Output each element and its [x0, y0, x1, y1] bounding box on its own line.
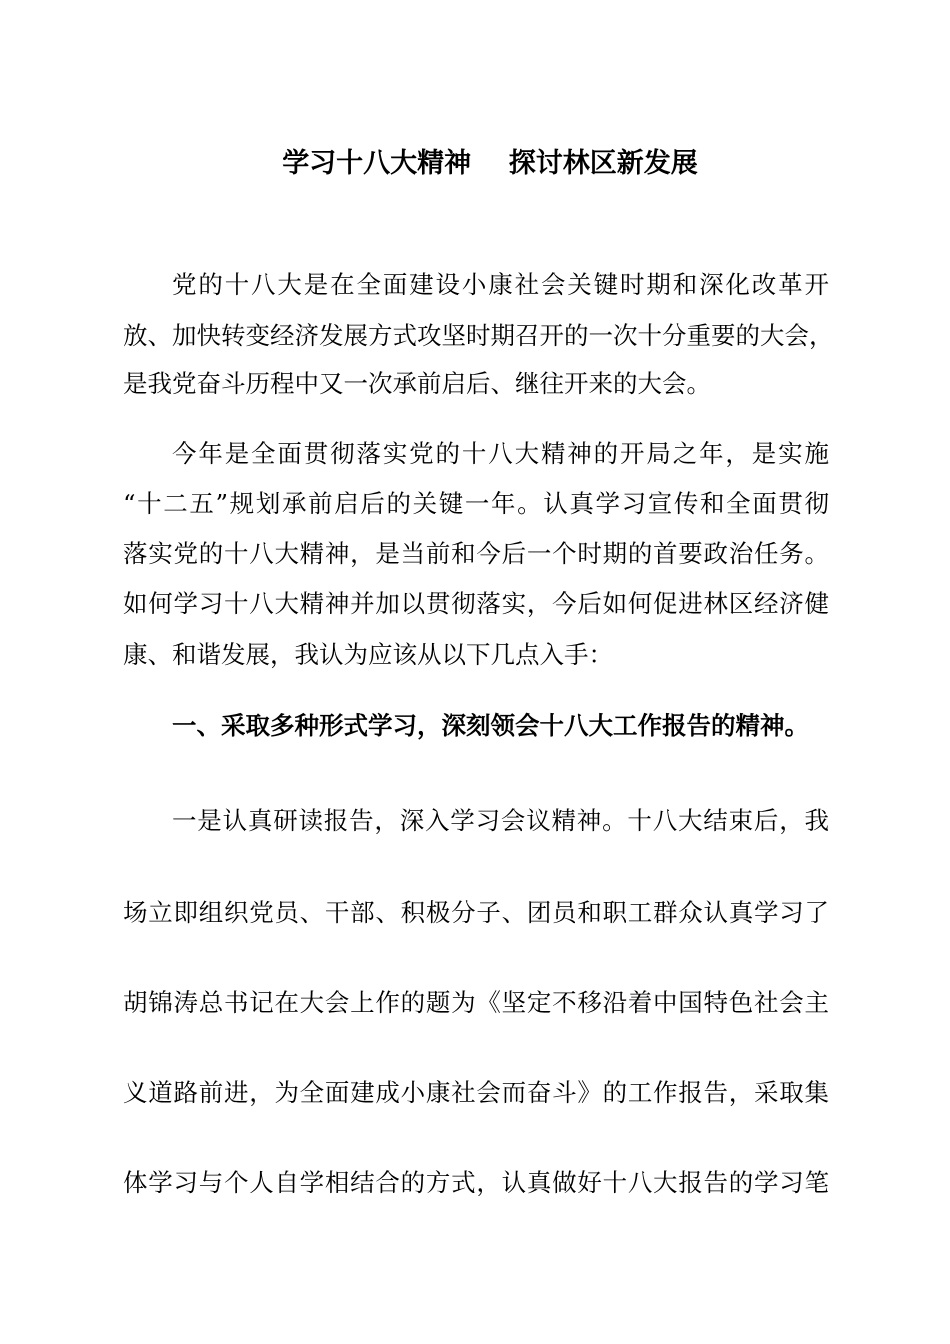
paragraph-2-line-2: “十二五”规划承前启后的关键一年。认真学习宣传和全面贯彻 [123, 489, 829, 518]
paragraph-3-line-3: 胡锦涛总书记在大会上作的题为《坚定不移沿着中国特色社会主 [123, 988, 829, 1017]
paragraph-2-line-5: 康、和谐发展，我认为应该从以下几点入手： [123, 640, 613, 669]
paragraph-2-line-1: 今年是全面贯彻落实党的十八大精神的开局之年，是实施 [172, 439, 829, 468]
paragraph-1-line-2: 放、加快转变经济发展方式攻坚时期召开的一次十分重要的大会， [123, 321, 834, 350]
section-heading-1: 一、采取多种形式学习，深刻领会十八大工作报告的精神。 [172, 711, 809, 740]
document-title: 学习十八大精神 探讨林区新发展 [282, 148, 698, 179]
paragraph-1-line-3: 是我党奋斗历程中又一次承前启后、继往开来的大会。 [123, 369, 711, 398]
paragraph-3-line-4: 义道路前进，为全面建成小康社会而奋斗》的工作报告，采取集 [123, 1078, 829, 1107]
paragraph-1-line-1: 党的十八大是在全面建设小康社会关键时期和深化改革开 [172, 270, 829, 299]
paragraph-2-line-3: 落实党的十八大精神，是当前和今后一个时期的首要政治任务。 [123, 539, 829, 568]
paragraph-3-line-2: 场立即组织党员、干部、积极分子、团员和职工群众认真学习了 [123, 898, 829, 927]
paragraph-2-line-4: 如何学习十八大精神并加以贯彻落实，今后如何促进林区经济健 [123, 589, 829, 618]
paragraph-3-line-1: 一是认真研读报告，深入学习会议精神。十八大结束后，我 [172, 806, 829, 835]
paragraph-3-line-5: 体学习与个人自学相结合的方式，认真做好十八大报告的学习笔 [123, 1168, 829, 1197]
